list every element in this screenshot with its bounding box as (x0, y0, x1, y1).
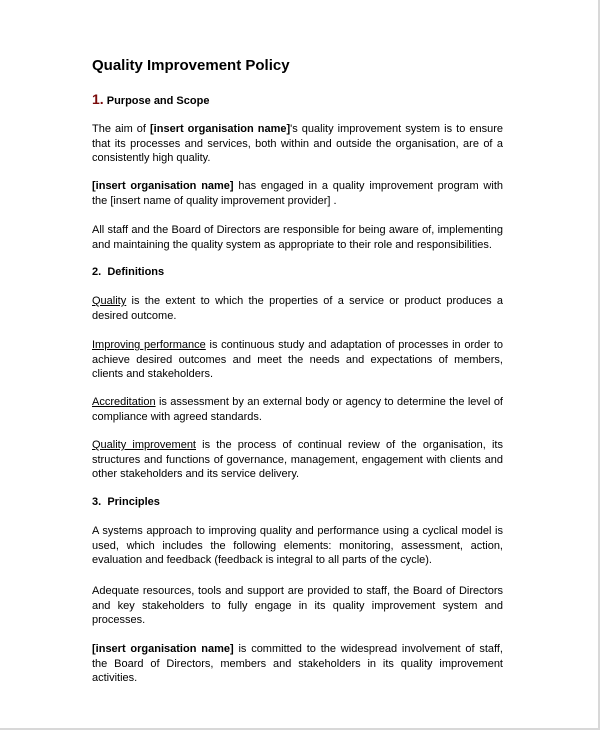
paragraph (92, 179, 503, 208)
definition-text: is assessment by an external body or agency to determine the level of compliance with agreed standards. (92, 396, 503, 423)
definition-term: Improving performance (92, 339, 206, 351)
section-heading-purpose (92, 91, 209, 107)
definition (92, 338, 503, 382)
text: is committed to the widespread involvement of staff, the Board of Directors, members and stakeholders in its quality improvement activities. (92, 643, 503, 684)
document-title: Quality Improvement Policy (92, 57, 290, 74)
placeholder-text: [insert organisation name] (92, 180, 234, 192)
section-number: 2. (92, 266, 102, 278)
section-heading-definitions (92, 266, 164, 278)
text: 's quality improvement system is to ensure that its processes and services, both within and outside the organisation, are of a consistently high quality. (92, 123, 503, 164)
paragraph: A systems approach to improving quality and performance using a cyclical model is used, which includes the following elements: monitoring, assessment, action, evaluation and feedback (feedback is integral to all parts of the cycle). (92, 525, 503, 566)
section-title: Principles (107, 496, 160, 508)
text: has engaged in a quality improvement program with the [insert name of quality improvement provider] . (92, 180, 503, 207)
section-number: 3. (92, 496, 102, 508)
definition-text: is the extent to which the properties of a service or product produces a desired outcome. (92, 295, 503, 322)
section-heading-principles (92, 496, 160, 508)
definition (92, 395, 503, 424)
paragraph: Adequate resources, tools and support are provided to staff, the Board of Directors and key stakeholders to fully engage in its quality improvement system and processes. (92, 585, 503, 626)
definition-term: Quality (92, 295, 127, 307)
paragraph (92, 642, 503, 686)
section-title: Definitions (107, 266, 165, 278)
definition (92, 294, 503, 323)
section-title: Purpose and Scope (106, 95, 210, 107)
paragraph (92, 122, 503, 166)
placeholder-text: [insert organisation name] (150, 123, 291, 135)
definition-text: is the process of continual review of the organisation, its structures and functions of governance, management, engagement with clients and other stakeholders and its service delivery. (92, 439, 503, 480)
section-number: 1. (92, 91, 104, 107)
definition-term: Accreditation (92, 396, 156, 408)
definition-term: Quality improvement (92, 439, 196, 451)
text: The aim of (92, 123, 151, 135)
placeholder-text: [insert organisation name] (92, 643, 234, 655)
definition-text: is continuous study and adaptation of processes in order to achieve desired outcomes and meet the needs and expectations of members, clients and stakeholders. (92, 339, 503, 380)
paragraph: All staff and the Board of Directors are responsible for being aware of, implementing and maintaining the quality system as appropriate to their role and responsibilities. (92, 224, 503, 251)
definition (92, 438, 503, 482)
